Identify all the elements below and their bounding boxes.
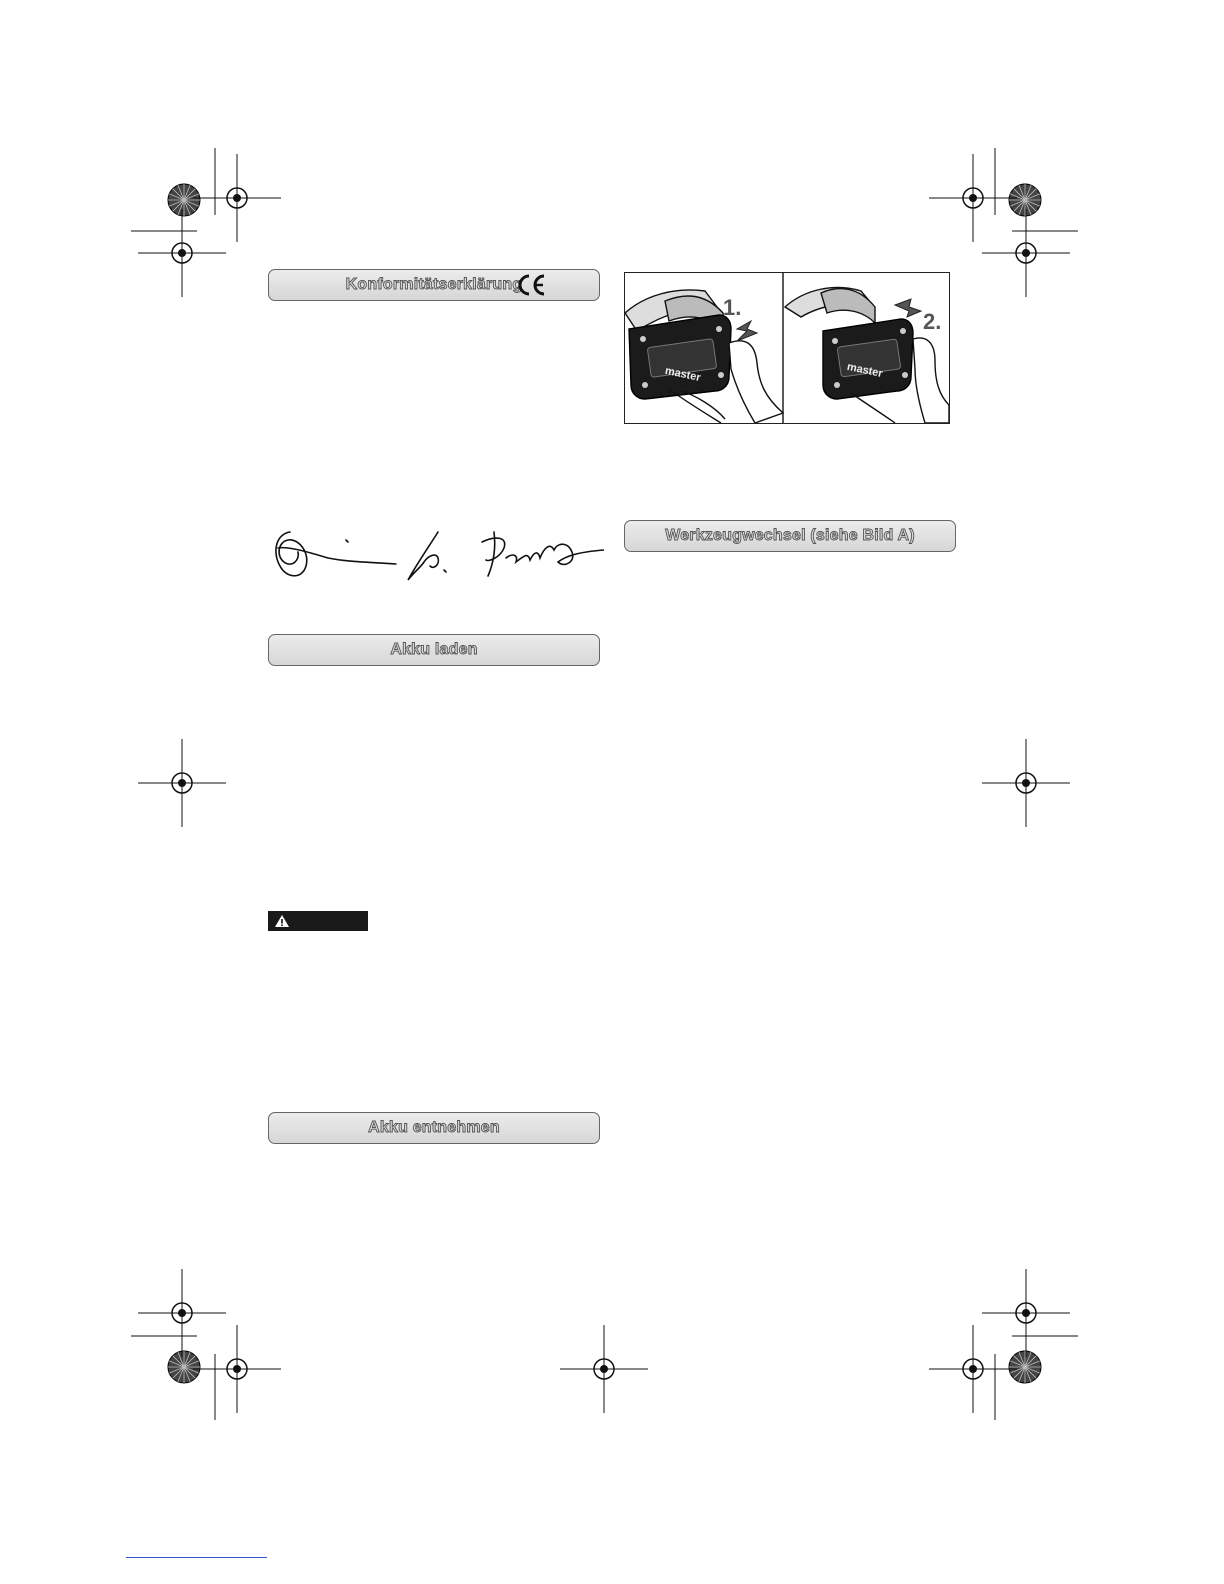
signature-image xyxy=(268,522,604,588)
left-panel-illustration xyxy=(625,290,783,423)
heading-text: Konformitätserklärung xyxy=(345,276,523,293)
section-heading-remove-battery xyxy=(268,1112,600,1144)
figure-battery-removal xyxy=(624,272,950,424)
heading-text: Akku laden xyxy=(390,641,478,658)
section-heading-conformity xyxy=(268,269,600,301)
section-heading-tool-change xyxy=(624,520,956,552)
right-panel-illustration xyxy=(785,288,949,423)
step-2-label: 2. xyxy=(923,309,942,334)
product-label-left: master xyxy=(663,364,702,385)
step-1-label: 1. xyxy=(723,295,742,320)
bottom-edge-line xyxy=(126,1557,267,1558)
heading-text: Akku entnehmen xyxy=(368,1119,500,1136)
product-label-right: master xyxy=(845,360,884,381)
warning-label-bar xyxy=(268,911,368,931)
figure-illustration xyxy=(625,273,949,423)
section-heading-charge-battery xyxy=(268,634,600,666)
ce-mark-icon xyxy=(517,274,547,296)
heading-text: Werkzeugwechsel (siehe Bild A) xyxy=(665,527,915,544)
warning-triangle-icon xyxy=(274,914,290,928)
